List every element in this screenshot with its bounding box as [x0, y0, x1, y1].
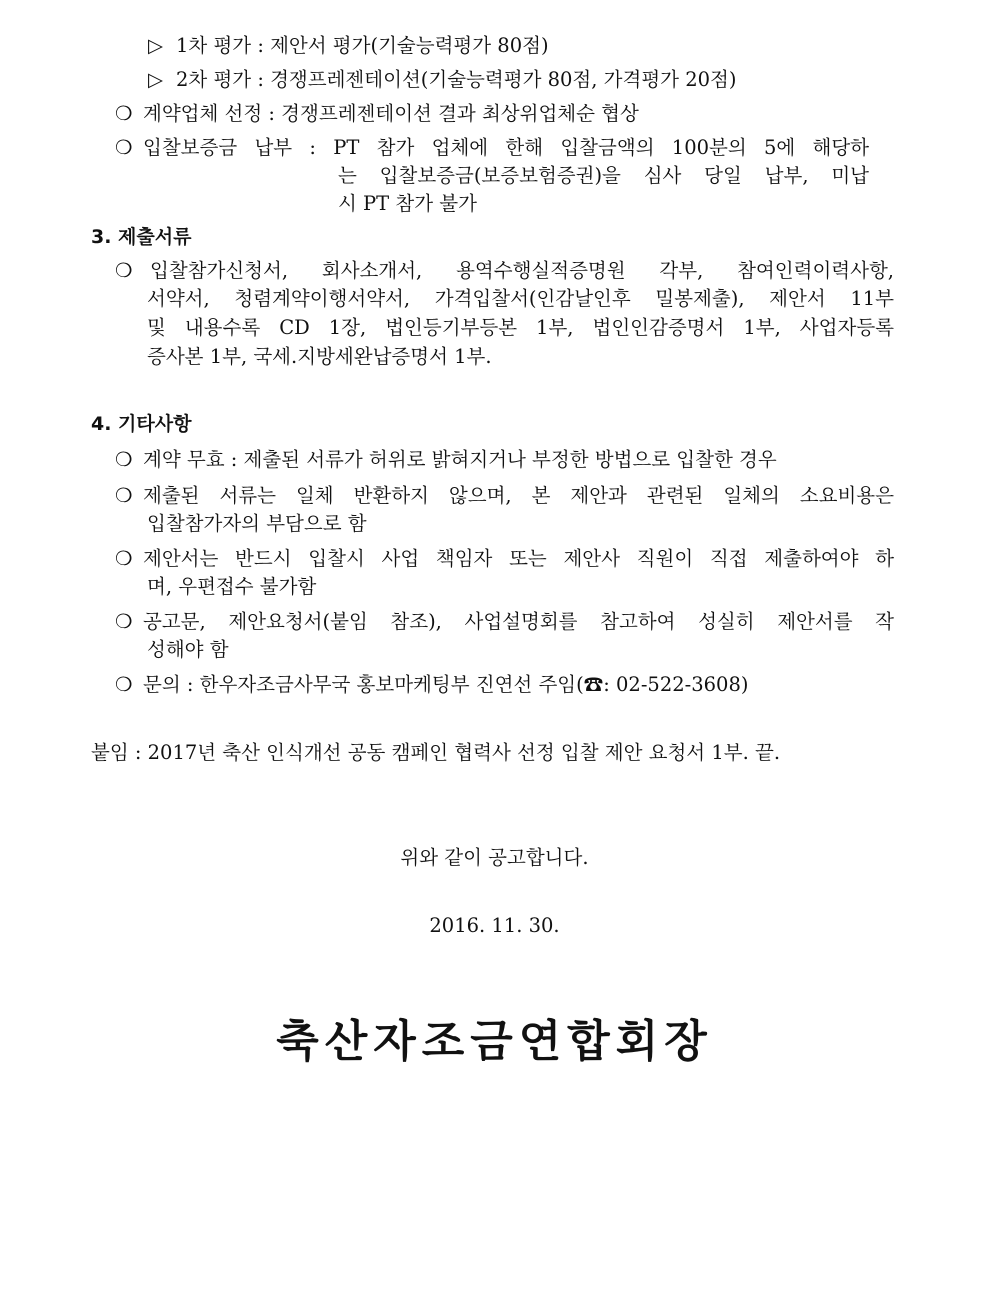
circle-bullet-icon: ❍: [115, 448, 133, 471]
notice-date: 2016. 11. 30.: [429, 914, 560, 937]
bid-deposit-line: 시 PT 참가 불가: [338, 192, 477, 215]
issuer-signature: 축산자조금연합회장: [276, 1016, 713, 1067]
misc-item-line: 제출된 서류는 일체 반환하지 않으며, 본 제안과 관련된 일체의 소요비용은: [143, 484, 894, 507]
misc-item-line: 며, 우편접수 불가함: [147, 575, 317, 598]
documents-line: 및 내용수록 CD 1장, 법인등기부등본 1부, 법인인감증명서 1부, 사업자등록: [147, 316, 894, 339]
circle-bullet-icon: ❍: [115, 484, 133, 507]
circle-bullet-icon: ❍: [115, 136, 133, 159]
circle-bullet-icon: ❍: [115, 547, 133, 570]
misc-item-line: 성해야 함: [147, 638, 229, 661]
bid-deposit-line: 는 입찰보증금(보증보험증권)을 심사 당일 납부, 미납: [338, 164, 869, 187]
section-heading-misc: 4. 기타사항: [91, 413, 192, 435]
circle-bullet-icon: ❍: [115, 102, 133, 125]
circle-bullet-icon: ❍: [115, 610, 133, 633]
misc-item-line: 문의 : 한우자조금사무국 홍보마케팅부 진연선 주임(☎: 02-522-3608): [143, 673, 749, 696]
bid-deposit-line: 입찰보증금 납부 : PT 참가 업체에 한해 입찰금액의 100분의 5에 해당하: [143, 136, 869, 159]
documents-line: 증사본 1부, 국세.지방세완납증명서 1부.: [147, 345, 492, 368]
documents-line: 입찰참가신청서, 회사소개서, 용역수행실적증명원 각부, 참여인력이력사항,: [150, 259, 894, 282]
misc-item-line: 입찰참가자의 부담으로 함: [147, 512, 367, 535]
misc-item-line: 계약 무효 : 제출된 서류가 허위로 밝혀지거나 부정한 방법으로 입찰한 경우: [143, 448, 777, 471]
closing-statement: 위와 같이 공고합니다.: [400, 846, 589, 869]
contractor-selection: 계약업체 선정 : 경쟁프레젠테이션 결과 최상위업체순 협상: [143, 102, 639, 125]
triangle-bullet-icon: ▷: [148, 68, 163, 91]
misc-item-line: 제안서는 반드시 입찰시 사업 책임자 또는 제안사 직원이 직접 제출하여야 하: [143, 547, 894, 570]
section-heading-documents: 3. 제출서류: [91, 226, 192, 248]
misc-item-line: 공고문, 제안요청서(붙임 참조), 사업설명회를 참고하여 성실히 제안서를 작: [143, 610, 894, 633]
eval-round-2: 2차 평가 : 경쟁프레젠테이션(기술능력평가 80점, 가격평가 20점): [176, 68, 737, 91]
circle-bullet-icon: ❍: [115, 673, 133, 696]
attachment-note: 붙임 : 2017년 축산 인식개선 공동 캠페인 협력사 선정 입찰 제안 요청서 1부. 끝.: [91, 741, 781, 764]
circle-bullet-icon: ❍: [115, 259, 133, 282]
eval-round-1: 1차 평가 : 제안서 평가(기술능력평가 80점): [176, 34, 549, 57]
triangle-bullet-icon: ▷: [148, 34, 163, 57]
documents-line: 서약서, 청렴계약이행서약서, 가격입찰서(인감날인후 밀봉제출), 제안서 11부: [147, 287, 894, 310]
